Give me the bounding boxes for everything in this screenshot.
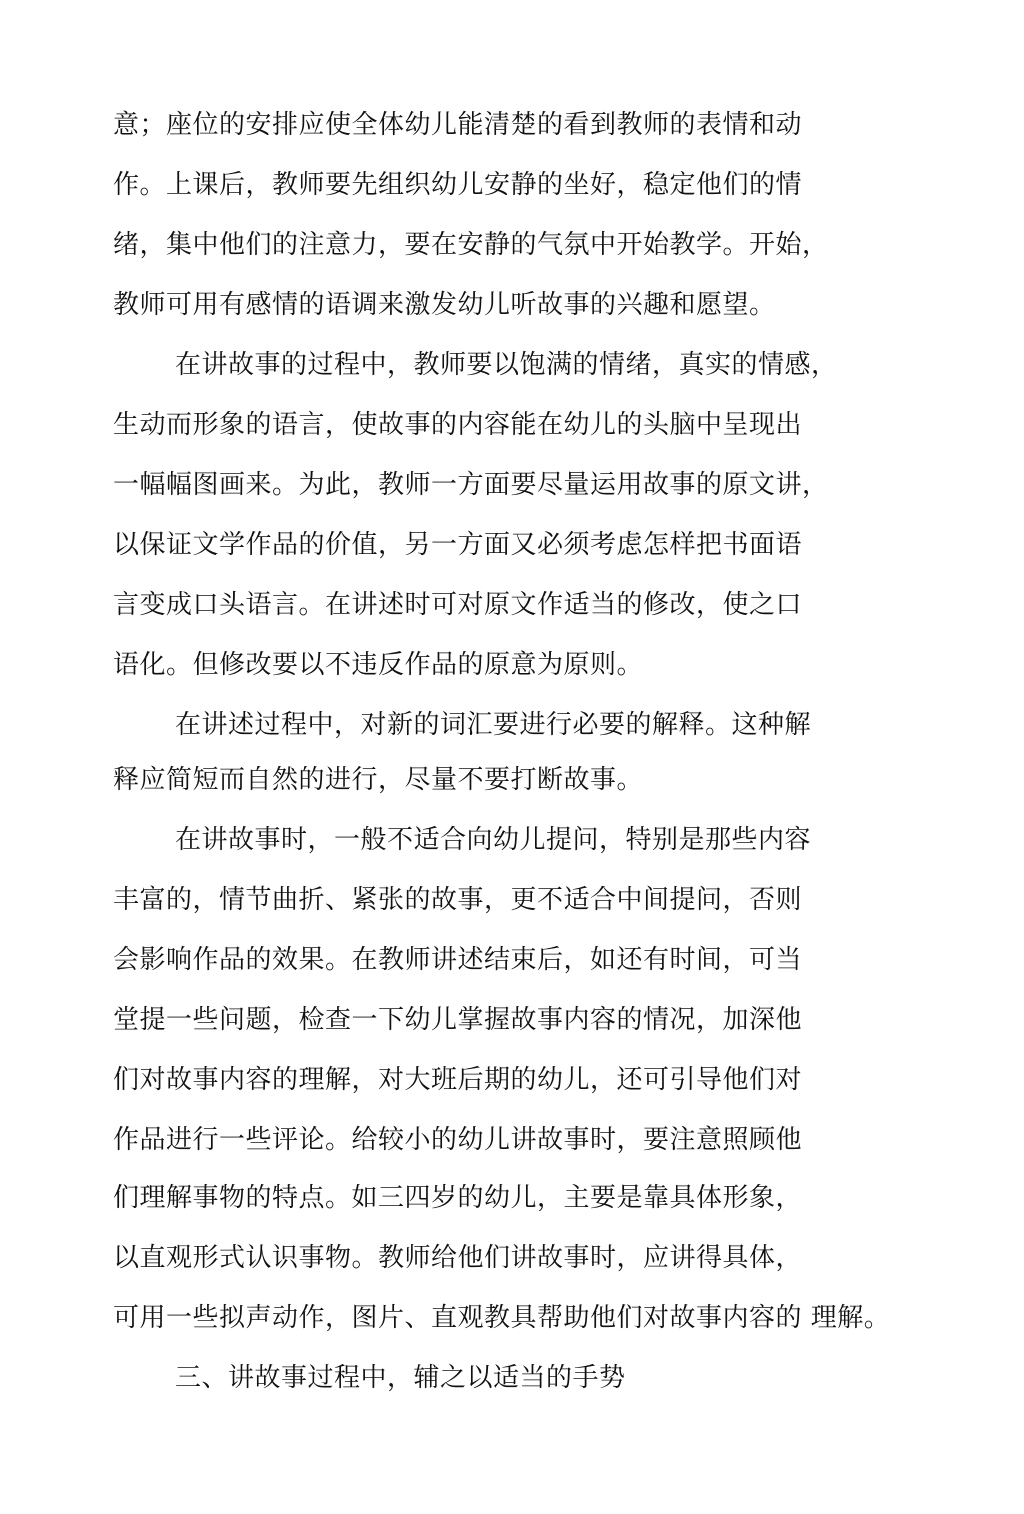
text-line: 以直观形式认识事物。教师给他们讲故事时，应讲得具体， xyxy=(113,1243,803,1273)
text-line: 作品进行一些评论。给较小的幼儿讲故事时，要注意照顾他 xyxy=(113,1125,803,1155)
text-line: 一幅幅图画来。为此，教师一方面要尽量运用故事的原文讲， xyxy=(113,470,829,500)
text-line: 语化。但修改要以不违反作品的原意为原则。 xyxy=(113,650,644,680)
paragraph-start-line: 在讲故事的过程中，教师要以饱满的情绪，真实的情感， xyxy=(175,350,838,380)
section-heading: 三、讲故事过程中，辅之以适当的手势 xyxy=(175,1363,626,1393)
text-line: 生动而形象的语言，使故事的内容能在幼儿的头脑中呈现出 xyxy=(113,410,803,440)
text-line: 教师可用有感情的语调来激发幼儿听故事的兴趣和愿望。 xyxy=(113,290,776,320)
paragraph-start-line: 在讲故事时，一般不适合向幼儿提问，特别是那些内容 xyxy=(175,825,812,855)
text-line: 可用一些拟声动作，图片、直观教具帮助他们对故事内容的 理解。 xyxy=(113,1303,891,1333)
text-line: 堂提一些问题，检查一下幼儿掌握故事内容的情况，加深他 xyxy=(113,1005,803,1035)
paragraph-start-line: 在讲述过程中，对新的词汇要进行必要的解释。这种解 xyxy=(175,710,812,740)
text-line: 作。上课后，教师要先组织幼儿安静的坐好，稳定他们的情 xyxy=(113,170,803,200)
text-line: 绪，集中他们的注意力，要在安静的气氛中开始教学。开始， xyxy=(113,230,829,260)
text-line: 丰富的，情节曲折、紧张的故事，更不适合中间提问，否则 xyxy=(113,885,803,915)
text-line: 意；座位的安排应使全体幼儿能清楚的看到教师的表情和动 xyxy=(113,110,803,140)
text-line: 会影响作品的效果。在教师讲述结束后，如还有时间，可当 xyxy=(113,945,803,975)
text-line: 释应简短而自然的进行，尽量不要打断故事。 xyxy=(113,765,644,795)
text-line: 们理解事物的特点。如三四岁的幼儿，主要是靠具体形象， xyxy=(113,1183,803,1213)
text-line: 以保证文学作品的价值，另一方面又必须考虑怎样把书面语 xyxy=(113,530,803,560)
text-line: 言变成口头语言。在讲述时可对原文作适当的修改，使之口 xyxy=(113,590,803,620)
text-line: 们对故事内容的理解，对大班后期的幼儿，还可引导他们对 xyxy=(113,1065,803,1095)
